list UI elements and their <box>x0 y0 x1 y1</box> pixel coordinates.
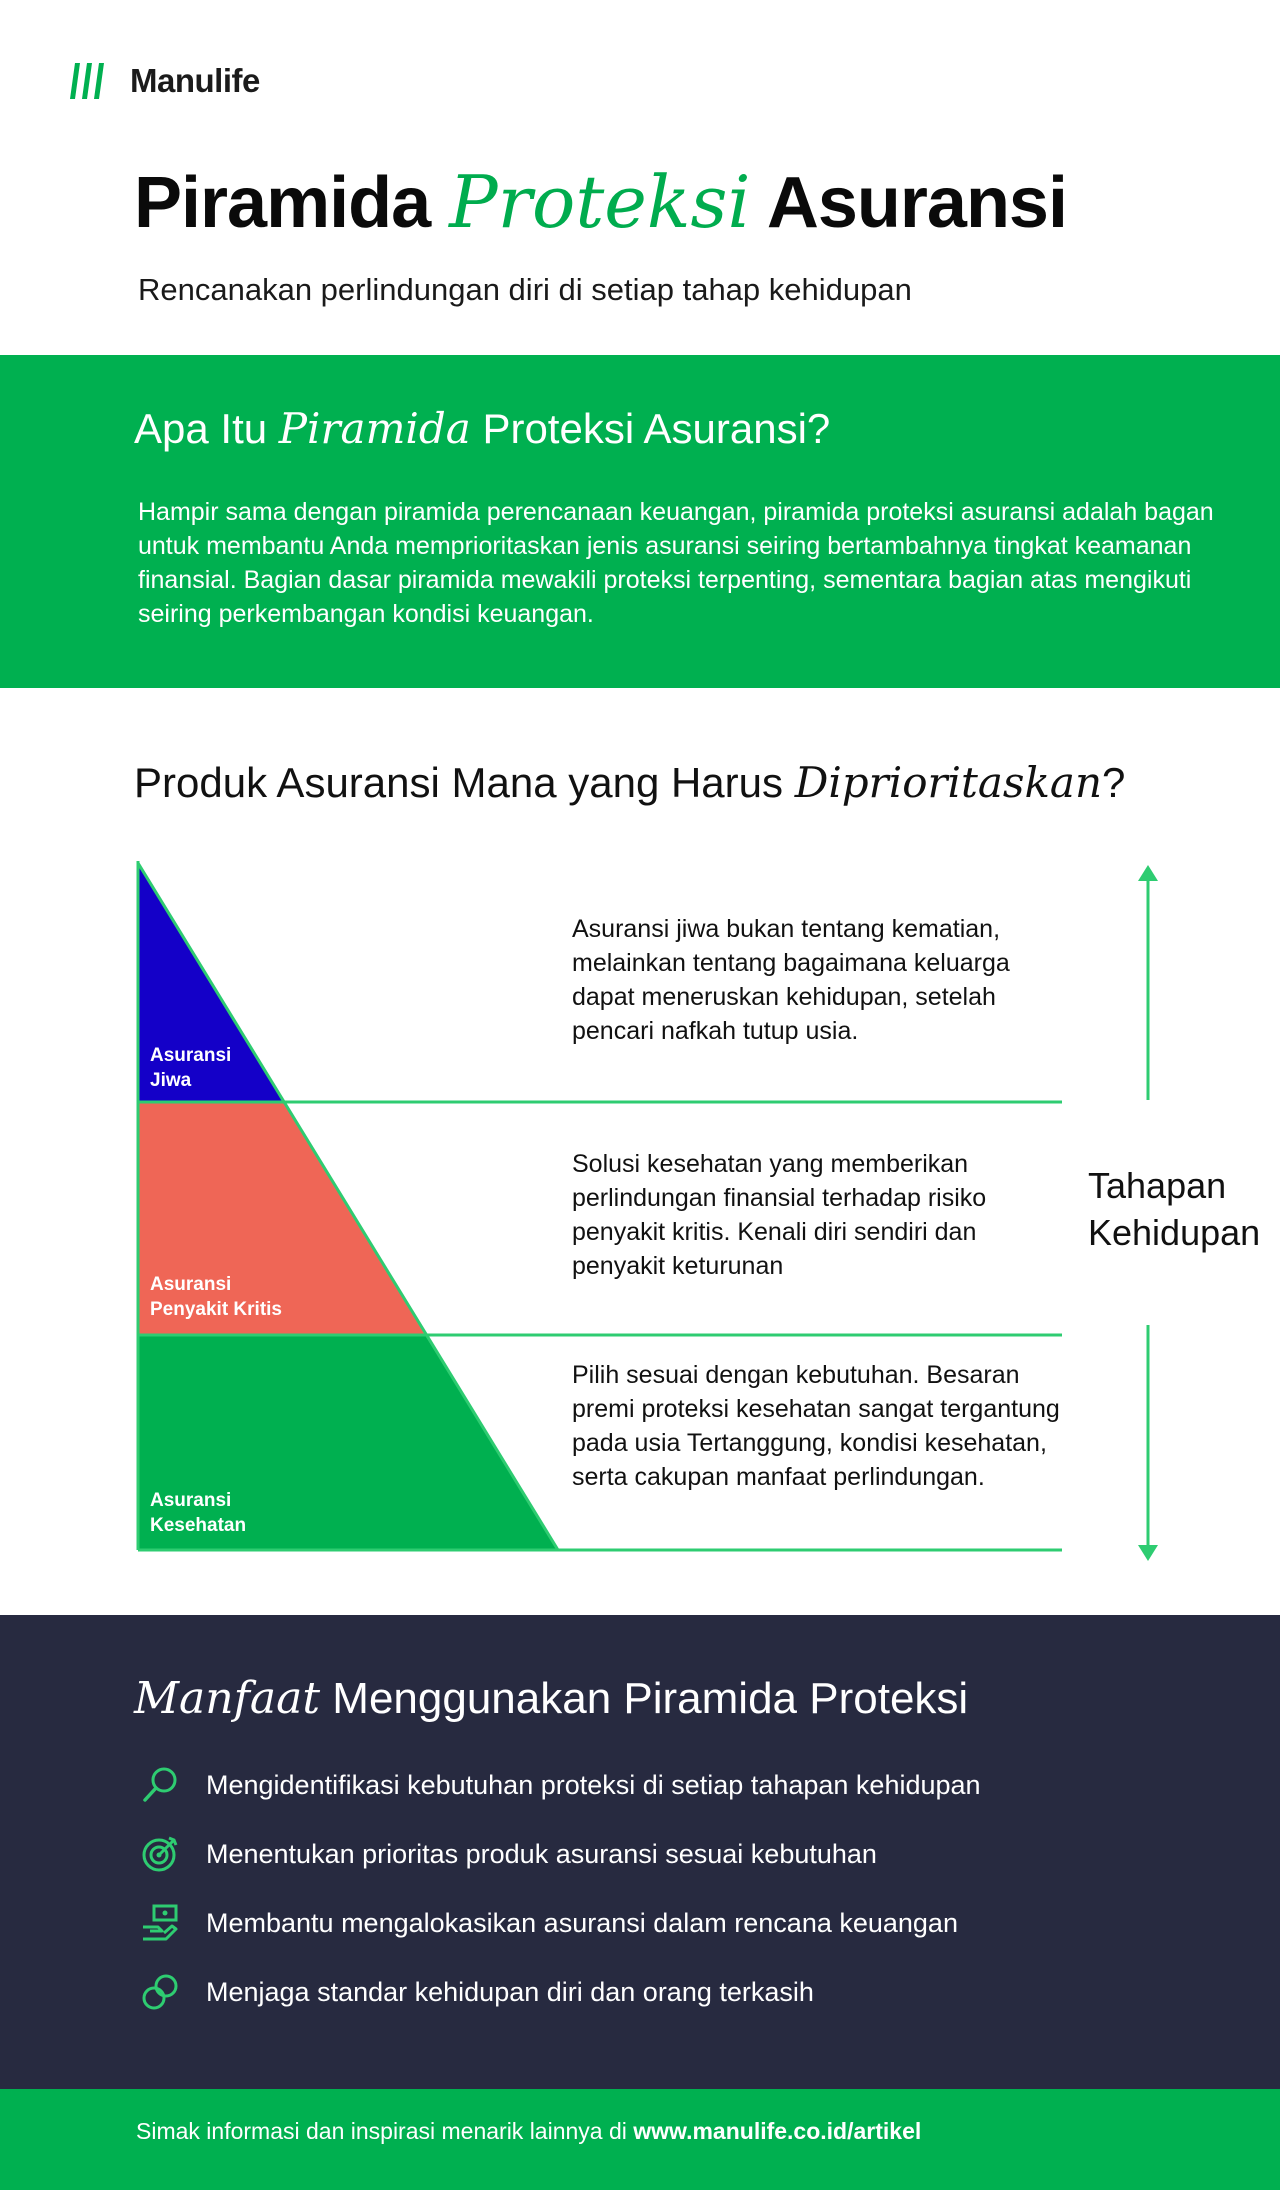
benefit-item <box>138 1901 958 1945</box>
manulife-logo <box>66 62 260 100</box>
tier-kesehatan-label-line1: Asuransi <box>150 1490 232 1511</box>
products-heading-part-3: ? <box>1102 759 1126 806</box>
footer-text <box>136 2118 921 2145</box>
brand-name: Manulife <box>130 62 260 99</box>
benefit-text: Menjaga standar kehidupan diri dan orang terkasih <box>206 1976 814 2007</box>
tier-kesehatan-label-line2: Kesehatan <box>150 1515 247 1536</box>
benefit-text: Membantu mengalokasikan asuransi dalam rencana keuangan <box>206 1907 958 1938</box>
title-part-2: Proteksi <box>449 160 751 244</box>
tier-jiwa-description: Asuransi jiwa bukan tentang kematian, melainkan tentang bagaimana keluarga dapat meneruskan kehidupan, setelah pencari nafkah tutup usia. <box>572 915 1010 1045</box>
page-subtitle: Rencanakan perlindungan diri di setiap tahap kehidupan <box>138 272 912 307</box>
hand-money-icon <box>138 1901 182 1945</box>
linked-circles-icon <box>138 1970 182 2014</box>
benefit-item <box>138 1763 981 1807</box>
products-heading-part-2: Diprioritaskan <box>794 758 1102 807</box>
benefits-heading-part-1: Manfaat <box>134 1673 321 1724</box>
page-title <box>134 160 1067 244</box>
benefit-item <box>138 1970 814 2014</box>
tier-penyakit-kritis-description: Solusi kesehatan yang memberikan perlindungan finansial terhadap risiko penyakit kritis. Kenali diri sendiri dan penyakit keturunan <box>572 1150 987 1280</box>
intro-heading-part-3: Proteksi Asuransi? <box>482 405 831 452</box>
tier-jiwa-label-line2: Jiwa <box>150 1070 192 1091</box>
benefit-text: Mengidentifikasi kebutuhan proteksi di setiap tahapan kehidupan <box>206 1769 981 1800</box>
arrow-down-icon <box>1138 1545 1158 1561</box>
magnifier-icon <box>138 1763 182 1807</box>
target-icon <box>138 1832 182 1876</box>
intro-heading <box>134 404 830 453</box>
tier-kesehatan-description: Pilih sesuai dengan kebutuhan. Besaran premi proteksi kesehatan sangat tergantung pada usia Tertanggung, kondisi kesehatan, serta cakupan manfaat perlindungan. <box>572 1361 1060 1491</box>
tier-penyakit-kritis-label-line2: Penyakit Kritis <box>150 1299 282 1320</box>
intro-heading-part-2: Piramida <box>278 404 471 453</box>
benefit-text: Menentukan prioritas produk asuransi sesuai kebutuhan <box>206 1838 877 1869</box>
manulife-m-icon <box>66 63 104 99</box>
footer-caption: Simak informasi dan inspirasi menarik lainnya di <box>136 2118 627 2144</box>
axis-label-line-1: Tahapan <box>1088 1165 1227 1206</box>
intro-heading-part-1: Apa Itu <box>134 405 268 452</box>
tier-penyakit-kritis-label-line1: Asuransi <box>150 1274 232 1295</box>
footer-link[interactable]: www.manulife.co.id/artikel <box>633 2118 922 2144</box>
title-part-3: Asuransi <box>766 163 1067 243</box>
benefits-heading-part-2: Menggunakan Piramida Proteksi <box>332 1674 969 1723</box>
arrow-up-icon <box>1138 865 1158 881</box>
title-part-1: Piramida <box>134 163 431 243</box>
products-heading-part-1: Produk Asuransi Mana yang Harus <box>134 759 784 806</box>
life-stage-axis-label <box>1088 1162 1260 1256</box>
benefit-item <box>138 1832 877 1876</box>
axis-label-line-2: Kehidupan <box>1088 1212 1261 1253</box>
tier-jiwa-label-line1: Asuransi <box>150 1045 232 1066</box>
products-heading <box>134 758 1125 807</box>
intro-paragraph: Hampir sama dengan piramida perencanaan keuangan, piramida proteksi asuransi adalah bagan untuk membantu Anda memprioritaskan jenis asuransi seiring bertambahnya tingkat keamanan finansial. Bagian dasar piramida mewakili proteksi terpenting, sementara bagian atas mengikuti seiring perkembangan kondisi keuangan. <box>138 498 1214 628</box>
benefits-heading <box>134 1673 968 1724</box>
